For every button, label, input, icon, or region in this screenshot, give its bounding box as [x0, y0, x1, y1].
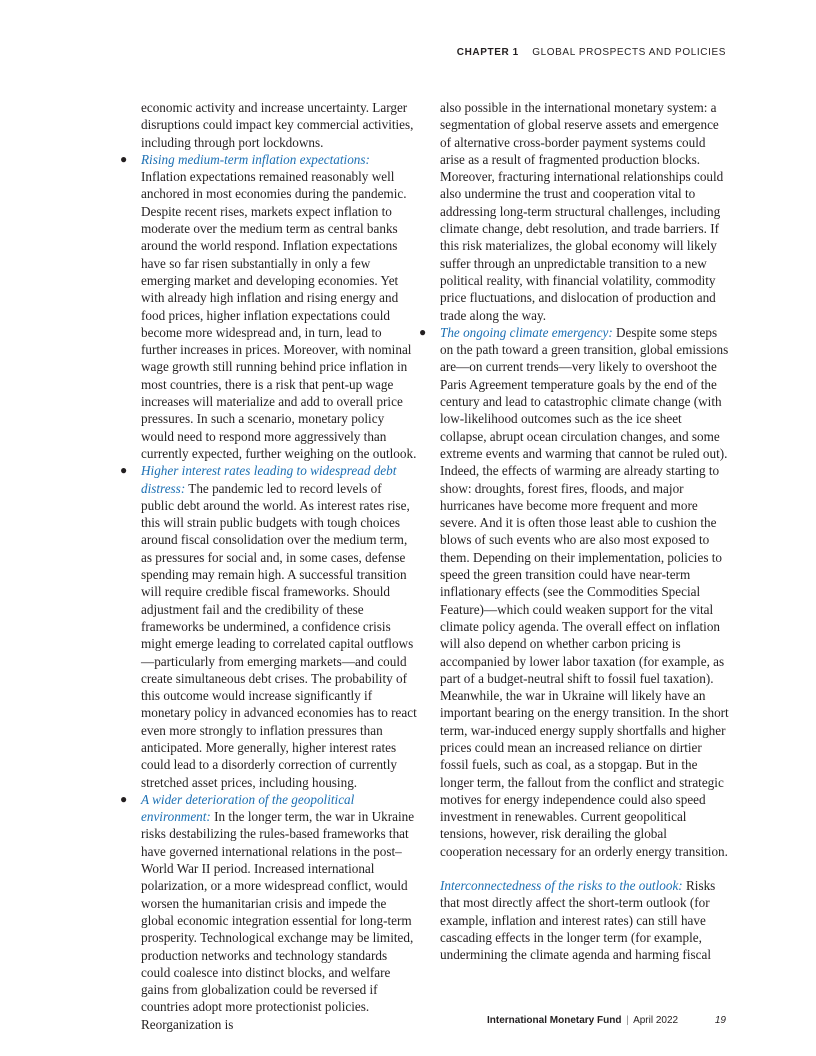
continuation-paragraph: also possible in the international monetary system: a segmentation of global reserve assets and emergence of alternative cross-border payment systems could arise as a result of fragmented production blocks. Moreover, fracturing international relationships could also undermine the trust and cooperation vital to addressing long-term structural challenges, including climate change, debt resolution, and trade barriers. If this risk materializes, the global economy will likely suffer through an unpredictable transition to a new political reality, with financial volatility, commodity price fluctuations, and dislocation of production and trade along the way. [440, 100, 724, 323]
bullet-heading: A wider deterioration of the geopolitical environment: [141, 791, 355, 825]
left-column [120, 99, 417, 1033]
bullet-text: In the longer term, the war in Ukraine risks destabilizing the rules-based frameworks that have governed international relations in the post–World War II period. Increased international polarization, or a more widespread conflict, would worsen the humanitarian crisis and impede the global economic integration essential for long-term prosperity. Technological exchange may be limited, production networks and technology standards could coalesce into distinct blocks, and welfare gains from globalization could be reversed if countries adopt more protectionist policies. Reorganization is [141, 809, 415, 1032]
closing-paragraph [440, 877, 730, 963]
page-number: 19 [714, 1015, 726, 1026]
bullet-dot-icon: ● [120, 791, 128, 806]
bullet-dot-icon: ● [120, 151, 128, 166]
closing-text: Risks that most directly affect the short-term outlook (for example, inflation and interest rates) can still have cascading effects in the longer term (for example, undermining the climate agenda and harming fiscal [440, 878, 716, 963]
bullet-text: The pandemic led to record levels of public debt around the world. As interest rates rise, this will strain public budgets with tough choices around fiscal consolidation over the medium term, as pressures for social and, in some cases, defense spending may remain high. A successful transition will require credible fiscal frameworks. Should adjustment fail and the credibility of these frameworks be undermined, a confidence crisis might emerge leading to correlated capital outflows—particularly from emerging markets—and could create simultaneous debt crises. The probability of this outcome would increase significantly if monetary policy in advanced economies has to react even more strongly to inflation pressures than anticipated. More generally, higher interest rates could lead to a disorderly correction of currently stretched asset prices, including housing. [141, 480, 417, 790]
bullet-heading: Higher interest rates leading to widespread debt distress: [141, 463, 397, 496]
footer-date: April 2022 [633, 1015, 679, 1026]
paragraph-gap [440, 860, 730, 877]
footer-organization: International Monetary Fund [486, 1015, 622, 1026]
bullet-debt-distress [120, 462, 417, 791]
bullet-climate-emergency [419, 324, 730, 860]
closing-heading: Interconnectedness of the risks to the outlook: [440, 878, 683, 894]
bullet-geopolitical [120, 791, 417, 1033]
bullet-heading: Rising medium-term inflation expectations: [141, 151, 370, 167]
intro-paragraph: economic activity and increase uncertainty. Larger disruptions could impact key commercial activities, including through port lockdowns. [141, 100, 414, 150]
footer-separator: | [626, 1015, 629, 1026]
bullet-heading: The ongoing climate emergency: [440, 324, 613, 340]
bullet-dot-icon: ● [419, 324, 427, 339]
bullet-inflation-expectations [120, 151, 417, 462]
bullet-text: Despite some steps on the path toward a green transition, global emissions are—on current trends—very likely to overshoot the Paris Agreement temperature goals by the end of the century and lead to catastrophic climate change (with low-likelihood outcomes such as the ice sheet collapse, abrupt ocean circulation changes, and some extreme events and warming that cannot be ruled out). Indeed, the effects of warming are already starting to show: droughts, forest fires, floods, and major hurricanes have become more frequent and more severe. And it is often those least able to cushion the blows of such events who are also most exposed to them. Depending on their implementation, policies to speed the green transition could have near-term inflationary effects (see the Commodities Special Feature)—which could weaken support for the vital climate policy agenda. The overall effect on inflation will also depend on whether carbon pricing is accompanied by lower labor taxation (for example, as part of a budget-neutral shift to fossil fuel taxation). Meanwhile, the war in Ukraine will likely have an important bearing on the energy transition. In the short term, war-induced energy supply shortfalls and higher prices could mean an increased reliance on dirtier fossil fuels, such as coal, as a stopgap. But in the longer term, the fallout from the conflict and strategic motives for energy independence could also speed investment in renewables. Current geopolitical tensions, however, risk derailing the global cooperation necessary for an orderly energy transition. [440, 324, 729, 859]
right-column [419, 99, 730, 964]
chapter-title: GLOBAL PROSPECTS AND POLICIES [532, 47, 726, 58]
chapter-number: CHAPTER 1 [456, 47, 519, 58]
running-header [457, 47, 726, 58]
bullet-dot-icon: ● [120, 463, 128, 478]
running-footer [487, 1015, 726, 1026]
bullet-text: Inflation expectations remained reasonably well anchored in most economies during the pandemic. Despite recent rises, markets expect inflation to moderate over the medium term as central banks around the world respond. Inflation expectations have so far risen substantially in only a few emerging market and developing economies. Yet with already high inflation and rising energy and food prices, higher inflation expectations could become more widespread and, in turn, lead to further increases in prices. Moreover, with nominal wage growth still running behind price inflation in most countries, there is a risk that pent-up wage increases will materialize and add to overall price pressures. In such a scenario, monetary policy would need to respond more aggressively than currently expected, further weighing on the outlook. [141, 169, 417, 461]
